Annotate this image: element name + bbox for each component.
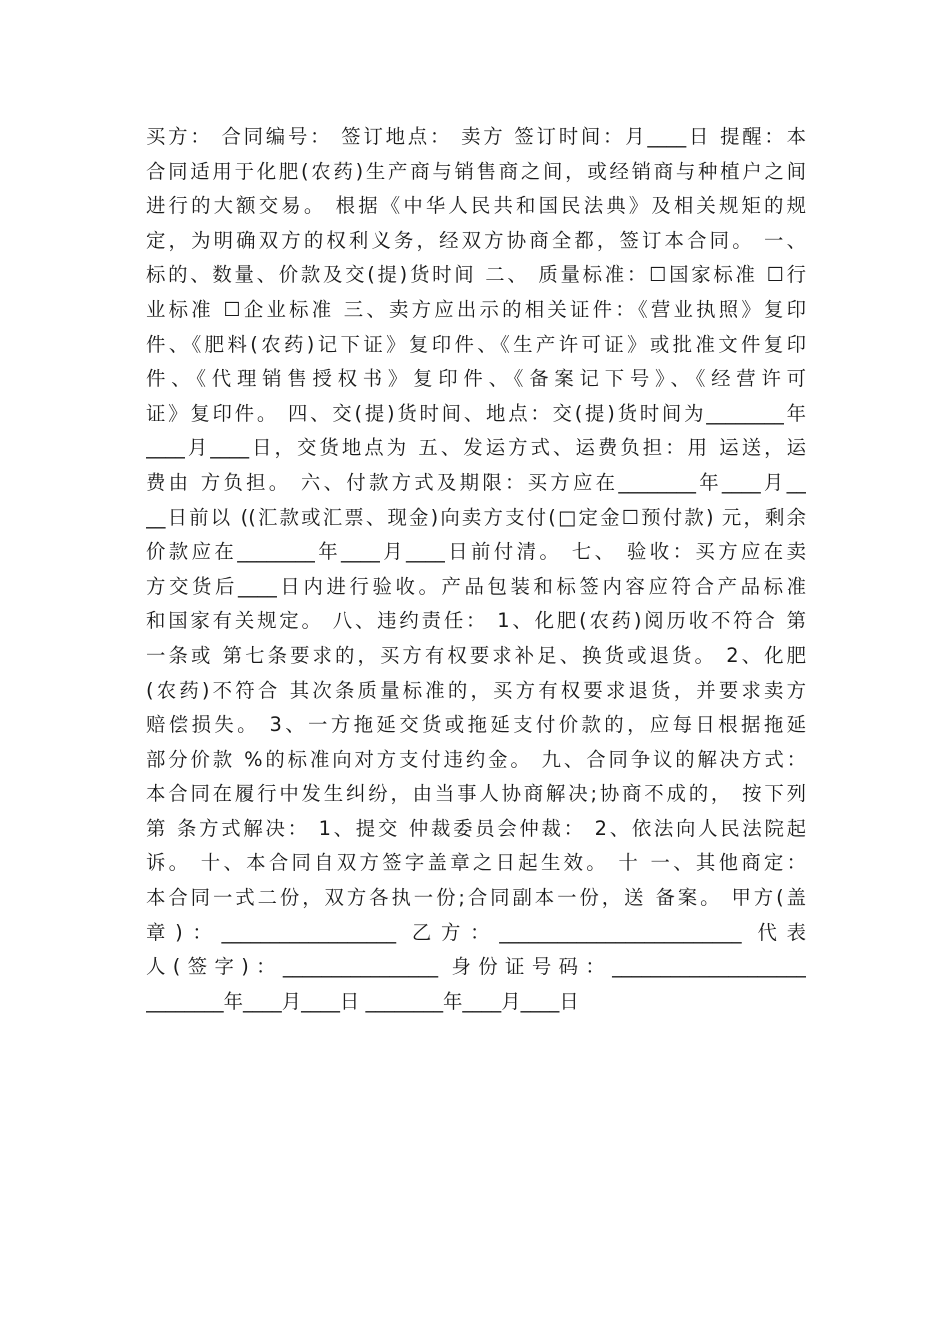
date-line: ________年____月____日 ________年____月____日: [146, 989, 579, 1013]
text-line: 第 条方式解决： 1、提交 仲裁委员会仲裁： 2、依法向人民法院起: [146, 816, 806, 840]
text-line: 诉。 十、本合同自双方签字盖章之日起生效。 十 一、其他商定：: [146, 851, 806, 875]
text-line: 赔偿损失。 3、一方拖延交货或拖延支付价款的，应每日根据拖延: [146, 713, 806, 737]
signature-line: 章)：__________________ 乙方：_________________________ 代表: [146, 920, 806, 944]
text-line: 买方： 合同编号： 签订地点： 卖方 签订时间：月____日 提醒：本: [146, 125, 806, 148]
signature-line: 人(签字)：________________ 身份证号码：____________________: [146, 955, 806, 979]
text-line: 和国家有关规定。 八、违约责任： 1、化肥(农药)阅历收不符合 第: [146, 609, 806, 633]
text-line: __日前以 ((汇款或汇票、现金)向卖方支付(□定金☐预付款) 元，剩余: [146, 505, 806, 529]
text-line: 证》复印件。 四、交(提)货时间、地点：交(提)货时间为________年: [146, 401, 806, 425]
text-line: 件、《代理销售授权书》复印件、《备案记下号》、《经营许可: [146, 367, 806, 391]
text-line: (农药)不符合 其次条质量标准的，买方有权要求退货，并要求卖方: [146, 678, 806, 702]
contract-body: [146, 120, 806, 1019]
text-line: ____月____日，交货地点为 五、发运方式、运费负担：用 运送，运: [146, 436, 806, 460]
text-line: 价款应在________年____月____日前付清。 七、 验收：买方应在卖: [146, 540, 806, 564]
text-line: 业标准 ☐企业标准 三、卖方应出示的相关证件：《营业执照》复印: [146, 297, 806, 321]
text-line: 部分价款 %的标准向对方支付违约金。 九、合同争议的解决方式：: [146, 747, 806, 771]
text-line: 本合同在履行中发生纠纷，由当事人协商解决;协商不成的， 按下列: [146, 782, 806, 806]
text-line: 件、《肥料(农药)记下证》复印件、《生产许可证》或批准文件复印: [146, 332, 806, 356]
text-line: 费由 方负担。 六、付款方式及期限：买方应在________年____月__: [146, 470, 806, 494]
text-line: 本合同一式二份，双方各执一份;合同副本一份，送 备案。 甲方(盖: [146, 886, 806, 910]
text-line: 定，为明确双方的权利义务，经双方协商全都，签订本合同。 一、: [146, 228, 806, 252]
text-line: 合同适用于化肥(农药)生产商与销售商之间，或经销商与种植户之间: [146, 159, 806, 183]
text-line: 一条或 第七条要求的，买方有权要求补足、换货或退货。 2、化肥: [146, 643, 806, 667]
text-line: 标的、数量、价款及交(提)货时间 二、 质量标准：☐国家标准 ☐行: [146, 263, 806, 287]
text-line: 进行的大额交易。 根据《中华人民共和国民法典》及相关规矩的规: [146, 194, 806, 218]
text-line: 方交货后____日内进行验收。产品包装和标签内容应符合产品标准: [146, 574, 806, 598]
